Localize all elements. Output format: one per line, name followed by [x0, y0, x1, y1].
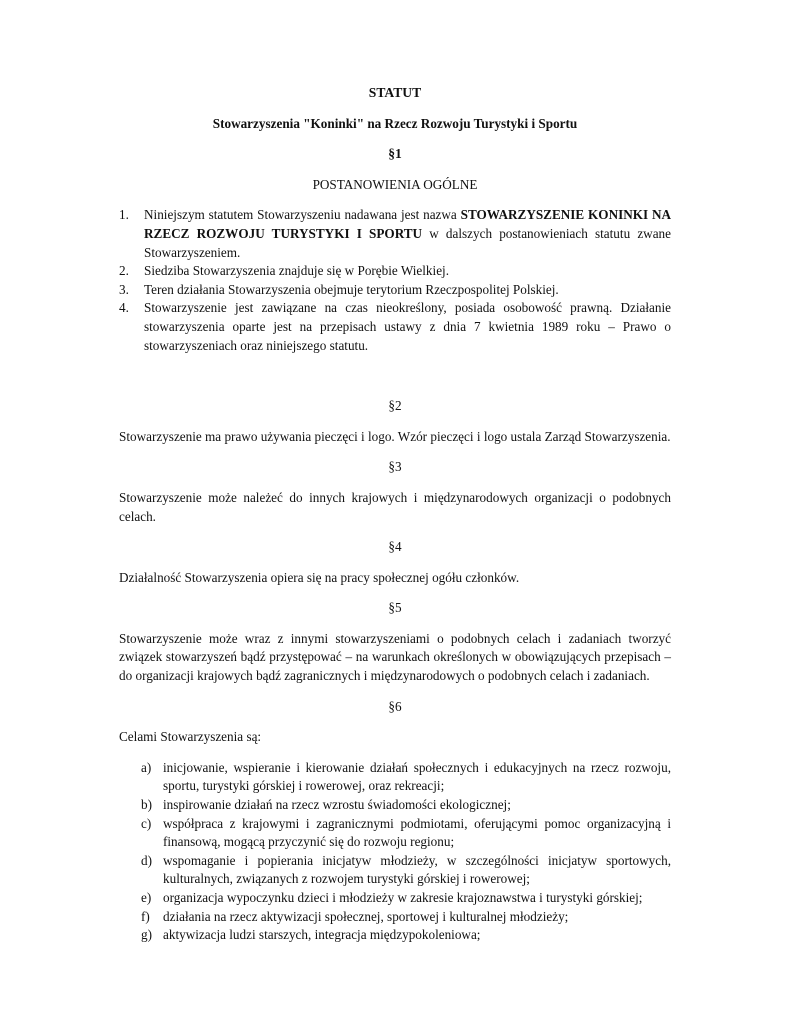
list-item-text: Siedziba Stowarzyszenia znajduje się w Porębie Wielkiej. [144, 263, 450, 279]
list-item-marker: 2. [119, 263, 129, 279]
list-item-marker: b) [141, 797, 152, 813]
list-item [119, 299, 671, 355]
list-item-text: działania na rzecz aktywizacji społecznej, sportowej i kulturalnej młodzieży; [163, 908, 569, 924]
list-item-text: Teren działania Stowarzyszenia obejmuje terytorium Rzeczpospolitej Polskiej. [144, 281, 559, 297]
section-6-intro: Celami Stowarzyszenia są: [119, 729, 262, 745]
list-item [119, 206, 671, 262]
section-2-heading: §2 [388, 398, 402, 414]
section-3-text: Stowarzyszenie może należeć do innych krajowych i międzynarodowych organizacji o podobnych celach. [119, 489, 671, 524]
document-title: STATUT [368, 85, 422, 100]
list-item-marker: f) [141, 908, 150, 924]
section-6-list [119, 759, 671, 945]
list-item-text: w dalszych postanowieniach statutu zwane Stowarzyszeniem. [144, 225, 671, 260]
list-item [119, 908, 671, 927]
list-item-text: współpraca z krajowymi i zagranicznymi podmiotami, oferującymi pomoc organizacyjną i finansową, mogącą przyczynić się do rozwoju regionu; [163, 815, 671, 850]
section-4-heading: §4 [388, 539, 402, 555]
list-item-marker: a) [141, 759, 152, 775]
section-5-text: Stowarzyszenie może wraz z innymi stowarzyszeniami o podobnych celach i zadaniach tworzyć związek stowarzyszeń bądź przystępować – na warunkach określonych w obowiązujących przepisach – do organizacji krajowych bądź zagranicznych i międzynarodowych o podobnych celach i zadaniach. [119, 630, 671, 684]
list-item-marker: 4. [119, 300, 129, 316]
section-3-heading: §3 [388, 459, 402, 475]
section-4-text: Działalność Stowarzyszenia opiera się na pracy społecznej ogółu członków. [119, 569, 520, 585]
association-name: STOWARZYSZENIE KONINKI NA RZECZ ROZWOJU TURYSTYKI I SPORTU [144, 207, 671, 241]
section-1-title: POSTANOWIENIA OGÓLNE [312, 176, 478, 192]
section-5-heading: §5 [388, 600, 402, 616]
list-item-marker: c) [141, 815, 152, 831]
list-item [119, 852, 671, 889]
list-item-marker: e) [141, 890, 152, 905]
section-1-heading: §1 [388, 146, 402, 162]
list-item-marker: 1. [119, 207, 129, 223]
document-subtitle: Stowarzyszenia "Koninki" na Rzecz Rozwoju Turystyki i Sportu [212, 115, 578, 131]
list-item-marker: g) [141, 927, 152, 943]
list-item-text: Niniejszym statutem Stowarzyszeniu nadawana jest nazwa [144, 207, 461, 223]
list-item [119, 262, 671, 281]
list-item [119, 889, 671, 908]
list-item-text: inspirowanie działań na rzecz wzrostu świadomości ekologicznej; [163, 797, 511, 813]
list-item-text: aktywizacja ludzi starszych, integracja międzypokoleniowa; [163, 927, 481, 943]
list-item-text: inicjowanie, wspieranie i kierowanie działań społecznych i edukacyjnych na rzecz rozwoju, sportu, turystyki górskiej i rowerowej, oraz rekreacji; [163, 759, 671, 794]
list-item [119, 759, 671, 796]
section-1-list [119, 206, 671, 355]
list-item-text: wspomaganie i popierania inicjatyw młodzieży, w szczególności inicjatyw sportowych, kulturalnych, związanych z rozwojem turystyki górskiej i rowerowej; [163, 852, 671, 887]
list-item [119, 796, 671, 815]
list-item-text: organizacja wypoczynku dzieci i młodzieży w zakresie krajoznawstwa i turystyki górskiej; [163, 890, 643, 905]
list-item-marker: d) [141, 852, 152, 868]
list-item [119, 281, 671, 300]
list-item [119, 926, 671, 945]
list-item-marker: 3. [119, 281, 129, 297]
document-page [119, 84, 671, 945]
list-item-text: Stowarzyszenie jest zawiązane na czas nieokreślony, posiada osobowość prawną. Działanie stowarzyszenia oparte jest na przepisach ustawy z dnia 7 kwietnia 1989 roku – Prawo o stowarzyszeniach oraz niniejszego statutu. [144, 300, 671, 353]
section-6-heading: §6 [388, 698, 402, 714]
section-2-text: Stowarzyszenie ma prawo używania pieczęci i logo. Wzór pieczęci i logo ustala Zarząd Stowarzyszenia. [119, 428, 671, 444]
list-item [119, 815, 671, 852]
